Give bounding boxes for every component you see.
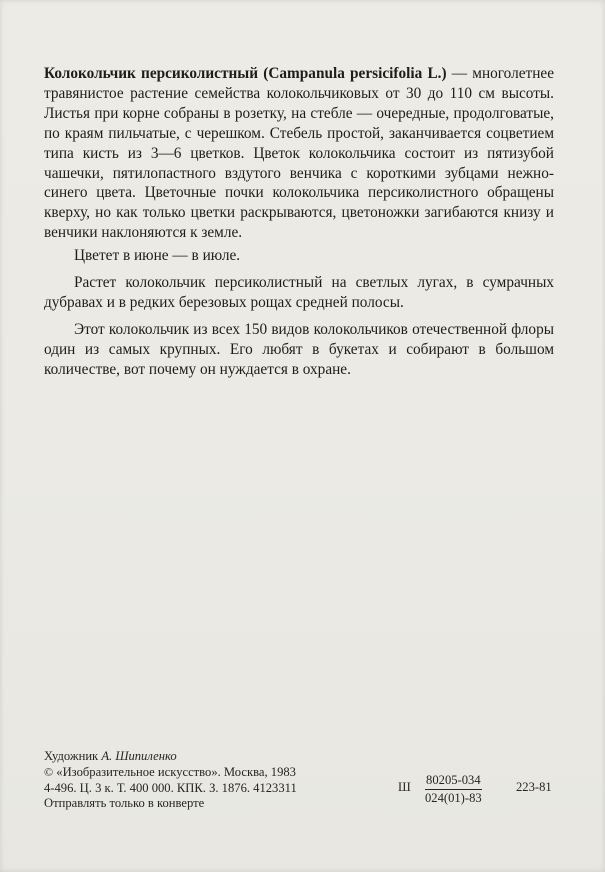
index-fraction bbox=[425, 773, 482, 806]
paragraph-flowering: Цветет в июне — в июле. bbox=[74, 247, 241, 265]
envelope-note: Отправлять только в конверте bbox=[44, 796, 205, 811]
imprint-block bbox=[44, 749, 374, 812]
index-suffix: 223-81 bbox=[516, 780, 552, 794]
description-text bbox=[44, 64, 554, 380]
index-letter: Ш bbox=[398, 780, 411, 794]
index-numerator: 80205-034 bbox=[425, 773, 482, 790]
paragraph-intro bbox=[44, 64, 554, 243]
species-title: Колокольчик персиколистный (Campanula persicifolia L.) bbox=[44, 65, 447, 82]
copyright-line bbox=[44, 765, 374, 781]
print-details: 4-496. Ц. 3 к. Т. 400 000. КПК. З. 1876. 4123311 bbox=[44, 780, 297, 795]
paragraph-habitat: Растет колокольчик персиколистный на светлых лугах, в сумрачных дубравах и в редких березовых рощах средней полосы. bbox=[44, 274, 554, 311]
publisher-text: «Изобразительное искусство». Москва, 1983 bbox=[53, 764, 296, 779]
copyright-icon: © bbox=[44, 764, 54, 779]
paragraph-protection: Этот колокольчик из всех 150 видов колокольчиков отечественной флоры один из самых крупных. Его любят в букетах и собирают в большом количестве, вот почему он нуждается в охране. bbox=[44, 320, 554, 378]
artist-label: Художник bbox=[44, 749, 102, 763]
artist-name: А. Шипиленко bbox=[101, 749, 177, 763]
index-denominator: 024(01)-83 bbox=[425, 791, 482, 805]
intro-text: — многолетнее травянистое растение семейства колокольчиковых от 30 до 110 см высоты. Листья при корне собраны в розетку, на стебле — очередные, продолговатые, по краям пильчатые, с черешком. Стебель простой, заканчивается соцветием типа кисть из 3—6 цветков. Цветок колокольчика состоит из пятизубой чашечки, пятилопастного вздутого венчика с короткими зубцами нежно-синего цвета. Цветочные почки колокольчика персиколистного обращены кверху, но как только цветки раскрываются, цветоножки загибаются книзу и венчики наклоняются к земле. bbox=[44, 65, 554, 242]
artist-line bbox=[44, 749, 374, 765]
